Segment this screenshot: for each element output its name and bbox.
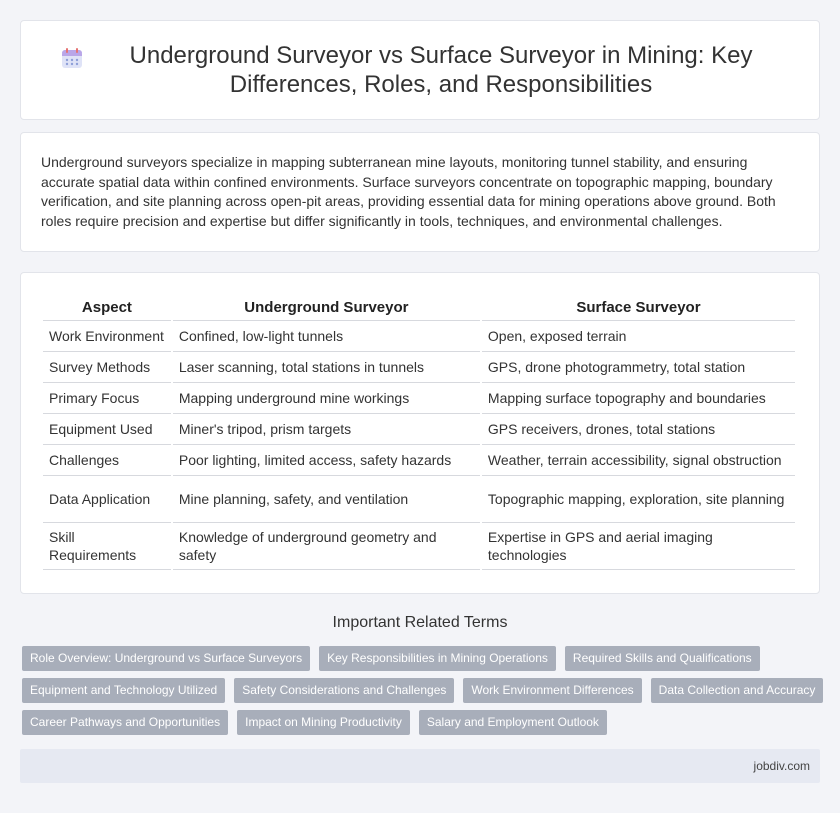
calendar-icon [60,46,84,70]
intro-text: Underground surveyors specialize in mapping subterranean mine layouts, monitoring tunnel stability, and ensuring accurate spatial data within confined environments. Surface surveyors concentrate on topographic mapping, boundary verification, and site planning across open-pit areas, providing essential data for mining operations above ground. Both roles require precision and expertise but differ significantly in tools, techniques, and environmental challenges. [41,154,776,229]
table-row [43,523,795,570]
table-row [43,383,795,414]
related-tags [22,646,822,742]
table-row [43,445,795,476]
comparison-card [20,272,820,594]
title-card [20,20,820,120]
table-cell: Mapping underground mine workings [173,383,480,414]
table-cell: Mapping surface topography and boundaries [482,383,795,414]
related-terms-title: Important Related Terms [332,614,508,631]
table-cell: Weather, terrain accessibility, signal obstruction [482,445,795,476]
table-row [43,352,795,383]
tag-row [22,646,822,671]
footer-site-link[interactable]: jobdiv.com [753,759,810,773]
table-header-row [43,289,795,321]
table-cell: GPS, drone photogrammetry, total station [482,352,795,383]
table-cell: GPS receivers, drones, total stations [482,414,795,445]
table-cell: Data Application [43,476,171,523]
related-tag[interactable]: Key Responsibilities in Mining Operations [319,646,556,671]
table-row [43,414,795,445]
related-tag[interactable]: Salary and Employment Outlook [419,710,607,735]
page-title: Underground Surveyor vs Surface Surveyor in Mining: Key Differences, Roles, and Responsibilities [129,42,753,98]
table-cell: Equipment Used [43,414,171,445]
related-tag[interactable]: Data Collection and Accuracy [651,678,824,703]
table-cell: Topographic mapping, exploration, site planning [482,476,795,523]
table-cell: Poor lighting, limited access, safety hazards [173,445,480,476]
table-cell: Work Environment [43,321,171,352]
tag-row [22,710,822,735]
table-cell: Expertise in GPS and aerial imaging technologies [482,523,795,570]
tag-row [22,678,822,703]
table-cell: Survey Methods [43,352,171,383]
table-cell: Primary Focus [43,383,171,414]
table-cell: Miner's tripod, prism targets [173,414,480,445]
table-cell: Skill Requirements [43,523,171,570]
header-surface: Surface Surveyor [482,289,795,321]
table-row [43,321,795,352]
header-underground: Underground Surveyor [173,289,480,321]
table-cell: Mine planning, safety, and ventilation [173,476,480,523]
footer [20,749,820,783]
table-row [43,476,795,523]
related-tag[interactable]: Impact on Mining Productivity [237,710,410,735]
table-cell: Knowledge of underground geometry and safety [173,523,480,570]
intro-card [20,132,820,252]
table-cell: Open, exposed terrain [482,321,795,352]
related-tag[interactable]: Equipment and Technology Utilized [22,678,225,703]
related-tag[interactable]: Career Pathways and Opportunities [22,710,228,735]
related-tag[interactable]: Required Skills and Qualifications [565,646,760,671]
related-tag[interactable]: Safety Considerations and Challenges [234,678,454,703]
table-cell: Laser scanning, total stations in tunnels [173,352,480,383]
table-cell: Challenges [43,445,171,476]
related-tag[interactable]: Work Environment Differences [463,678,641,703]
title-wrap [60,41,780,99]
header-aspect: Aspect [43,289,171,321]
related-tag[interactable]: Role Overview: Underground vs Surface Surveyors [22,646,310,671]
comparison-table [41,289,797,570]
table-cell: Confined, low-light tunnels [173,321,480,352]
